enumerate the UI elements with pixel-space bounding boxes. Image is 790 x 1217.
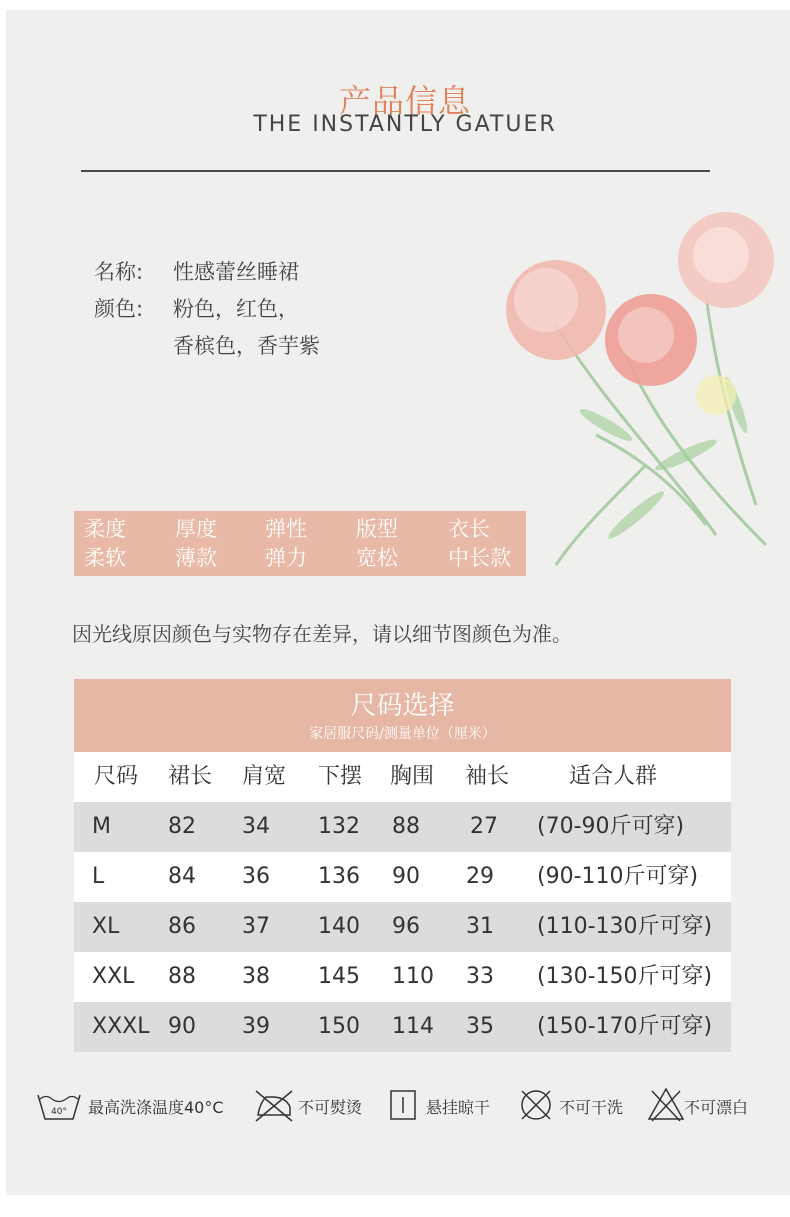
care-label-no-dry-clean: 不可干洗 — [559, 1098, 624, 1117]
cell-size: XXXL — [92, 1014, 150, 1039]
col-header-shoulder: 肩宽 — [242, 764, 287, 789]
col-header-size: 尺码 — [94, 764, 139, 789]
cell-sleeve: 35 — [466, 1014, 494, 1039]
no-iron-icon — [252, 1085, 296, 1125]
attr-value-thickness: 薄款 — [175, 546, 217, 570]
cell-shoulder: 39 — [242, 1014, 270, 1039]
cell-dress-length: 84 — [168, 864, 196, 889]
care-label-no-iron: 不可熨烫 — [298, 1098, 363, 1117]
fabric-attributes — [74, 511, 526, 576]
cell-dress-length: 90 — [168, 1014, 196, 1039]
cell-hem: 140 — [318, 914, 360, 939]
cell-fit-range: (70-90斤可穿) — [537, 814, 685, 839]
name-value: 性感蕾丝睡裙 — [173, 260, 299, 284]
cell-fit-range: (110-130斤可穿) — [537, 914, 713, 939]
cell-fit-range: (150-170斤可穿) — [537, 1014, 713, 1039]
color-label: 颜色: — [94, 297, 144, 321]
color-value-line1: 粉色，红色， — [173, 297, 299, 321]
cell-bust: 96 — [392, 914, 420, 939]
cell-shoulder: 38 — [242, 964, 270, 989]
wash-temp-badge: 40° — [51, 1107, 67, 1117]
cell-shoulder: 37 — [242, 914, 270, 939]
cell-bust: 88 — [392, 814, 420, 839]
col-header-hem: 下摆 — [318, 764, 363, 789]
color-value-line2: 香槟色，香芋紫 — [173, 334, 320, 358]
care-label-wash: 最高洗涤温度40°C — [88, 1098, 224, 1117]
no-bleach-icon — [646, 1085, 686, 1125]
cell-bust: 114 — [392, 1014, 434, 1039]
cell-hem: 136 — [318, 864, 360, 889]
attr-value-softness: 柔软 — [84, 546, 126, 570]
cell-dress-length: 86 — [168, 914, 196, 939]
product-info-page — [6, 10, 790, 1195]
col-header-fit-range: 适合人群 — [569, 764, 658, 789]
cell-bust: 110 — [392, 964, 434, 989]
cell-dress-length: 82 — [168, 814, 196, 839]
cell-fit-range: (90-110斤可穿) — [537, 864, 699, 889]
page-title: 产品信息 — [338, 82, 471, 120]
col-header-dress-length: 裙长 — [168, 764, 213, 789]
no-dry-clean-icon — [516, 1085, 556, 1125]
cell-sleeve: 31 — [466, 914, 494, 939]
hang-dry-icon — [388, 1085, 418, 1125]
care-label-no-bleach: 不可漂白 — [684, 1098, 749, 1117]
care-label-hang-dry: 悬挂晾干 — [426, 1098, 491, 1117]
color-disclaimer: 因光线原因颜色与实物存在差异，请以细节图颜色为准。 — [72, 622, 572, 646]
cell-fit-range: (130-150斤可穿) — [537, 964, 713, 989]
cell-hem: 150 — [318, 1014, 360, 1039]
cell-sleeve: 33 — [466, 964, 494, 989]
carnation-illustration — [486, 205, 790, 595]
attr-label-softness: 柔度 — [84, 517, 126, 541]
page-subtitle: THE INSTANTLY GATUER — [253, 112, 557, 137]
cell-hem: 145 — [318, 964, 360, 989]
attr-value-elasticity: 弹力 — [265, 546, 307, 570]
attr-label-length: 衣长 — [448, 517, 490, 541]
size-table-column-headers — [74, 752, 731, 802]
cell-size: M — [92, 814, 111, 839]
attr-label-elasticity: 弹性 — [265, 517, 307, 541]
cell-size: L — [92, 864, 105, 889]
size-table-subtitle: 家居服尺码/测量单位（厘米） — [309, 726, 496, 742]
cell-bust: 90 — [392, 864, 420, 889]
attr-label-fit: 版型 — [356, 517, 398, 541]
table-row — [74, 852, 731, 902]
cell-sleeve: 27 — [470, 814, 498, 839]
table-row — [74, 1002, 731, 1052]
cell-shoulder: 34 — [242, 814, 270, 839]
title-divider — [81, 170, 710, 172]
cell-size: XL — [92, 914, 120, 939]
cell-dress-length: 88 — [168, 964, 196, 989]
cell-size: XXL — [92, 964, 135, 989]
size-table-header — [74, 679, 731, 752]
table-row — [74, 902, 731, 952]
table-row — [74, 952, 731, 1002]
attr-value-fit: 宽松 — [356, 546, 398, 570]
attr-label-thickness: 厚度 — [175, 517, 217, 541]
size-table-title: 尺码选择 — [350, 691, 455, 721]
cell-shoulder: 36 — [242, 864, 270, 889]
wash-40-icon — [36, 1085, 82, 1125]
col-header-bust: 胸围 — [390, 764, 435, 789]
cell-sleeve: 29 — [466, 864, 494, 889]
attr-value-length: 中长款 — [448, 546, 511, 570]
name-label: 名称: — [94, 260, 144, 284]
table-row — [74, 802, 731, 852]
col-header-sleeve: 袖长 — [465, 764, 510, 789]
cell-hem: 132 — [318, 814, 360, 839]
